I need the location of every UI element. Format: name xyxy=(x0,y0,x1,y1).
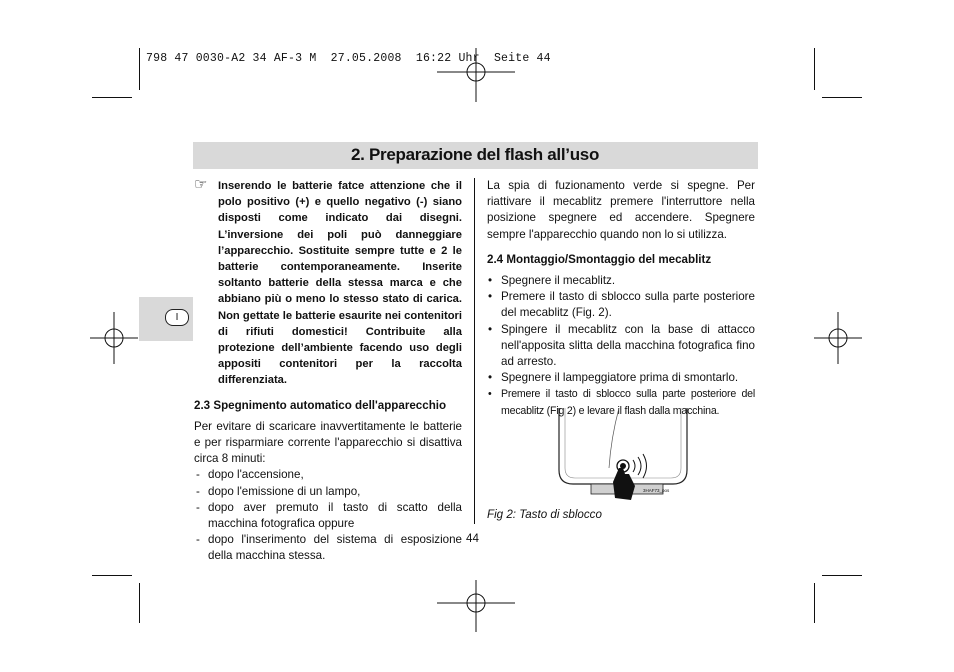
column-divider xyxy=(474,178,475,524)
registration-mark-left xyxy=(90,310,140,366)
warning-text: Inserendo le batterie fatce attenzione che il polo positivo (+) e quello negativo (-) siano disposti come indicato dai disegni. L’inversione dei poli può danneggiare l’apparecchio. Sostituite sempre tutte e 2 le batterie contemporaneamente. Inserite soltanto batterie della stessa marca e che abbiano più o meno lo stesso stato di carica. Non gettate le batterie esaurite nei contenitori di rifiuti domestici! Contribuite alla protezione dell’ambiente facendo uso degli appositi contenitori per la raccolta differenziata. xyxy=(218,180,462,387)
registration-mark-right xyxy=(814,310,864,366)
battery-warning xyxy=(194,178,462,389)
crop-mark xyxy=(814,48,815,90)
list-item: • Spegnere il lampeggiatore prima di smontarlo. xyxy=(487,370,755,386)
list-item: • Premere il tasto di sblocco sulla parte posteriore del mecablitz (Fig 2) e levare il flash dalla macchina. xyxy=(487,386,755,418)
print-header: 798 47 0030-A2 34 AF-3 M 27.05.2008 16:22 Uhr Seite 44 xyxy=(146,52,551,65)
list-item: • Spingere il mecablitz con la base di attacco nell'apposita slitta della macchina fotografica fino ad arresto. xyxy=(487,322,755,371)
list-item: - dopo l'inserimento del sistema di esposizione della macchina stessa. xyxy=(194,532,462,564)
language-label: I xyxy=(165,309,189,326)
crop-mark xyxy=(139,48,140,90)
mounting-steps-list xyxy=(487,273,755,419)
section-2-3-intro: Per evitare di scaricare inavvertitamente le batterie e per risparmiare corrente l'apparecchio si disattiva circa 8 minuti: xyxy=(194,419,462,466)
page-title: 2. Preparazione del flash all’uso xyxy=(351,145,600,164)
list-item: • Premere il tasto di sblocco sulla parte posteriore del mecablitz (Fig. 2). xyxy=(487,289,755,321)
release-button-figure xyxy=(557,408,689,504)
auto-off-list xyxy=(194,467,462,564)
list-item: - dopo l'accensione, xyxy=(194,467,462,483)
page-number: 44 xyxy=(466,532,479,545)
section-heading-2-4: 2.4 Montaggio/Smontaggio del mecablitz xyxy=(487,252,712,266)
language-tab xyxy=(139,297,193,341)
list-item: - dopo aver premuto il tasto di scatto della macchina fotografica oppure xyxy=(194,500,462,532)
crop-mark xyxy=(822,575,862,576)
crop-mark xyxy=(814,583,815,623)
registration-mark-bottom xyxy=(437,580,517,636)
left-column xyxy=(194,178,462,565)
right-column xyxy=(487,178,755,419)
pointing-hand-icon: ☞ xyxy=(194,176,208,193)
section-heading-2-3: 2.3 Spegnimento automatico dell'apparecchio xyxy=(194,398,447,412)
crop-mark xyxy=(139,583,140,623)
list-item: • Spegnere il mecablitz. xyxy=(487,273,755,289)
figure-caption: Fig 2: Tasto di sblocco xyxy=(487,508,602,521)
crop-mark xyxy=(92,575,132,576)
crop-mark xyxy=(92,97,132,98)
list-item: - dopo l'emissione di un lampo, xyxy=(194,484,462,500)
crop-mark xyxy=(822,97,862,98)
figure-code: 3HAF73_pos xyxy=(643,488,670,493)
section-title-bar xyxy=(193,142,758,169)
status-light-paragraph: La spia di fuzionamento verde si spegne. Per riattivare il mecablitz premere l'interruttore nella posizione spegnere ed accendere. Spegnere sempre l'apparecchio quando non lo si utilizza. xyxy=(487,179,755,241)
